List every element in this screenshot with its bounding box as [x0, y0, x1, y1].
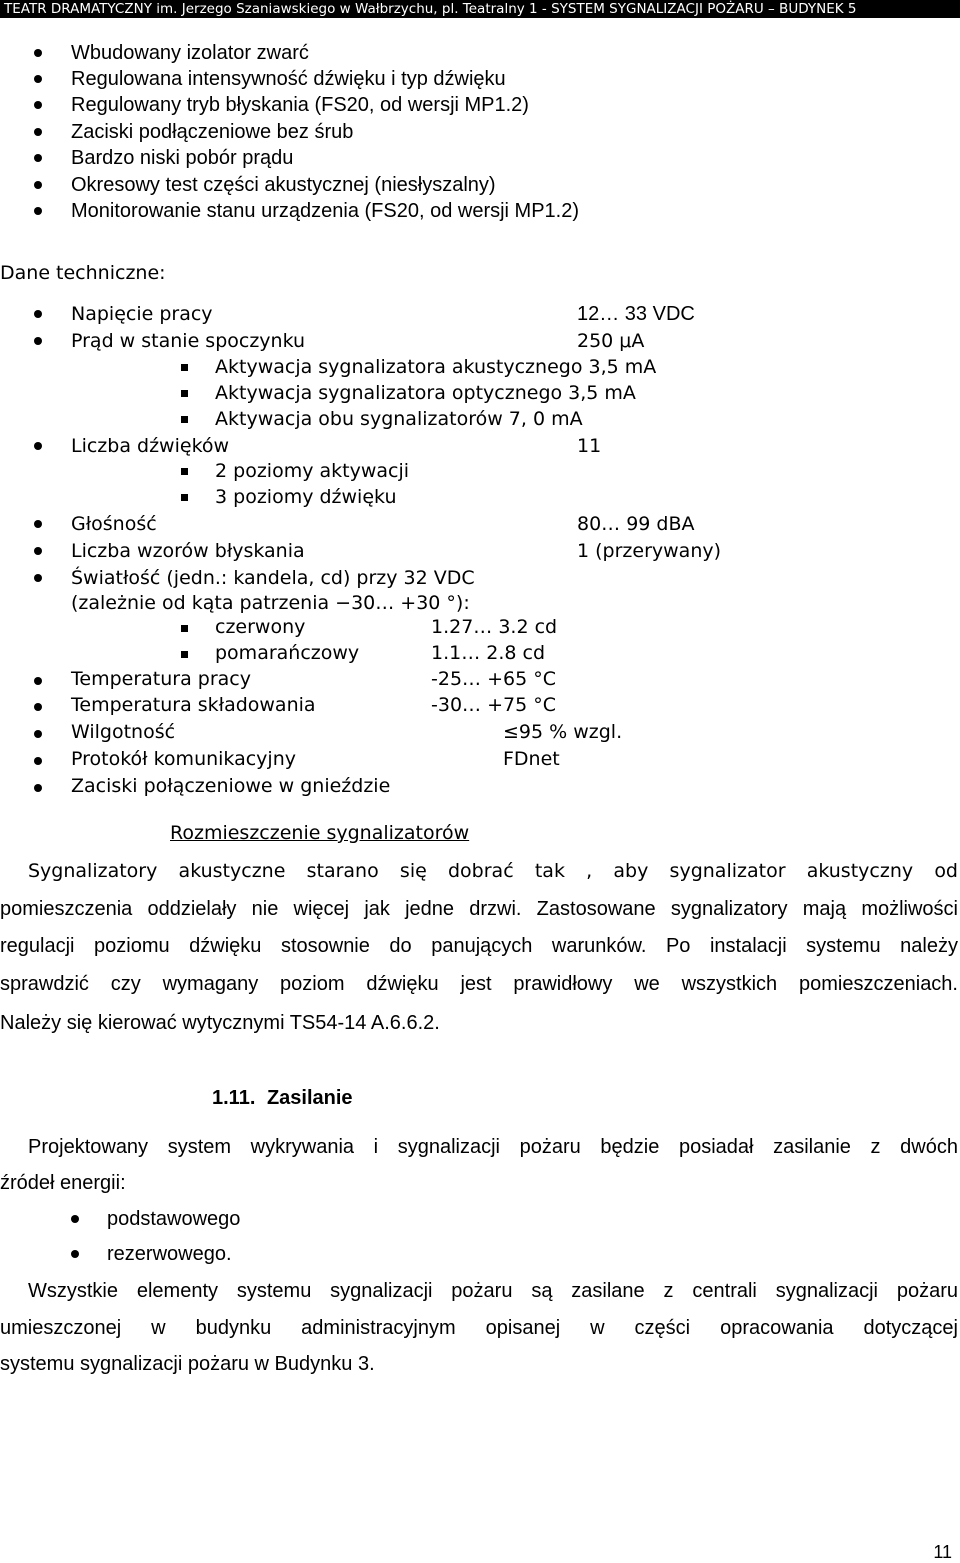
- paragraph-line: umieszczonej w budynku administracyjnym opisanej w części opracowania dotyczącej: [0, 1317, 958, 1339]
- paragraph-line: sprawdzić czy wymagany poziom dźwięku jest prawidłowy we wszystkich pomieszczeniach.: [0, 973, 958, 995]
- tech-flash-value: 1 (przerywany): [577, 540, 722, 562]
- tech-sounds-value: 11: [577, 435, 602, 457]
- tech-sounds-sub: 3 poziomy dźwięku: [215, 486, 397, 508]
- tech-current-sub: Aktywacja sygnalizatora optycznego 3,5 mA: [215, 382, 636, 404]
- tech-current-sub: Aktywacja obu sygnalizatorów 7, 0 mA: [215, 408, 583, 430]
- placement-heading: Rozmieszczenie sygnalizatorów: [170, 822, 470, 844]
- bullet-icon: [34, 703, 42, 711]
- list-item: Regulowana intensywność dźwięku i typ dźwięku: [71, 68, 506, 90]
- bullet-icon: [34, 442, 42, 450]
- list-item: podstawowego: [107, 1208, 241, 1230]
- power-heading-title: Zasilanie: [266, 1087, 353, 1109]
- tech-orange-value: 1.1… 2.8 cd: [431, 642, 546, 664]
- paragraph-line: pomieszczenia oddzielały nie więcej jak jedne drzwi. Zastosowane sygnalizatory mają możliwości: [0, 898, 958, 920]
- page-number: 11: [933, 1542, 952, 1562]
- square-bullet-icon: [181, 494, 188, 501]
- power-heading: [212, 1086, 353, 1110]
- list-item: Okresowy test części akustycznej (niesłyszalny): [71, 174, 496, 196]
- square-bullet-icon: [181, 651, 188, 658]
- square-bullet-icon: [181, 390, 188, 397]
- square-bullet-icon: [181, 416, 188, 423]
- list-item: rezerwowego.: [107, 1243, 232, 1265]
- tech-volume-value: 80… 99 dBA: [577, 513, 695, 535]
- tech-humidity-label: Wilgotność: [71, 721, 176, 743]
- document-header: TEATR DRAMATYCZNY im. Jerzego Szaniawskiego w Wałbrzychu, pl. Teatralny 1 - SYSTEM SYGNALIZACJI POŻARU – BUDYNEK 5: [0, 0, 960, 18]
- tech-humidity-value: ≤95 % wzgl.: [503, 721, 623, 743]
- tech-orange-label: pomarańczowy: [215, 642, 360, 664]
- tech-volume-label: Głośność: [71, 513, 157, 535]
- bullet-icon: [71, 1250, 79, 1258]
- bullet-icon: [34, 784, 42, 792]
- bullet-icon: [34, 337, 42, 345]
- tech-luminosity-label-cont: (zależnie od kąta patrzenia −30… +30 °):: [71, 592, 470, 614]
- paragraph-line: Wszystkie elementy systemu sygnalizacji pożaru są zasilane z centrali sygnalizacji pożaru: [28, 1280, 958, 1302]
- tech-voltage-value: 12… 33 VDC: [577, 303, 695, 325]
- square-bullet-icon: [181, 364, 188, 371]
- paragraph-line: Sygnalizatory akustyczne starano się dobrać tak , aby sygnalizator akustyczny od: [28, 860, 958, 882]
- paragraph-line: Należy się kierować wytycznymi TS54-14 A.6.6.2.: [0, 1012, 440, 1034]
- bullet-icon: [34, 574, 42, 582]
- paragraph-line: systemu sygnalizacji pożaru w Budynku 3.: [0, 1353, 375, 1375]
- list-item: Bardzo niski pobór prądu: [71, 147, 294, 169]
- bullet-icon: [34, 547, 42, 555]
- tech-luminosity-label: Światłość (jedn.: kandela, cd) przy 32 VDC: [71, 567, 475, 589]
- tech-sounds-sub: 2 poziomy aktywacji: [215, 460, 410, 482]
- bullet-icon: [34, 75, 42, 83]
- bullet-icon: [34, 677, 42, 685]
- bullet-icon: [34, 520, 42, 528]
- list-item: Zaciski podłączeniowe bez śrub: [71, 121, 354, 143]
- square-bullet-icon: [181, 625, 188, 632]
- power-heading-number: 1.11.: [212, 1087, 256, 1109]
- bullet-icon: [34, 757, 42, 765]
- tech-protocol-label: Protokół komunikacyjny: [71, 748, 296, 770]
- power-intro-line: Projektowany system wykrywania i sygnalizacji pożaru będzie posiadał zasilanie z dwóch: [28, 1136, 958, 1158]
- bullet-icon: [34, 154, 42, 162]
- paragraph-line: regulacji poziomu dźwięku stosownie do panujących warunków. Po instalacji systemu należy: [0, 935, 958, 957]
- bullet-icon: [34, 207, 42, 215]
- list-item: Monitorowanie stanu urządzenia (FS20, od wersji MP1.2): [71, 200, 580, 222]
- tech-current-value: 250 μA: [577, 330, 645, 352]
- bullet-icon: [34, 101, 42, 109]
- list-item: Wbudowany izolator zwarć: [71, 42, 309, 64]
- tech-sounds-label: Liczba dźwięków: [71, 435, 230, 457]
- bullet-icon: [71, 1215, 79, 1223]
- power-intro-line: źródeł energii:: [0, 1172, 126, 1194]
- tech-current-sub: Aktywacja sygnalizatora akustycznego 3,5 mA: [215, 356, 657, 378]
- tech-temp-st-label: Temperatura składowania: [71, 694, 316, 716]
- tech-temp-st-value: -30… +75 °C: [431, 694, 556, 716]
- bullet-icon: [34, 310, 42, 318]
- bullet-icon: [34, 128, 42, 136]
- tech-heading: Dane techniczne:: [0, 262, 166, 284]
- list-item: Regulowany tryb błyskania (FS20, od wersji MP1.2): [71, 94, 529, 116]
- tech-current-label: Prąd w stanie spoczynku: [71, 330, 306, 352]
- tech-temp-op-value: -25… +65 °C: [431, 668, 556, 690]
- tech-terminals-label: Zaciski połączeniowe w gnieździe: [71, 775, 391, 797]
- square-bullet-icon: [181, 468, 188, 475]
- bullet-icon: [34, 49, 42, 57]
- bullet-icon: [34, 730, 42, 738]
- bullet-icon: [34, 181, 42, 189]
- tech-voltage-label: Napięcie pracy: [71, 303, 213, 325]
- tech-protocol-value: FDnet: [503, 748, 560, 770]
- tech-temp-op-label: Temperatura pracy: [71, 668, 251, 690]
- tech-flash-label: Liczba wzorów błyskania: [71, 540, 305, 562]
- tech-red-value: 1.27… 3.2 cd: [431, 616, 558, 638]
- tech-red-label: czerwony: [215, 616, 306, 638]
